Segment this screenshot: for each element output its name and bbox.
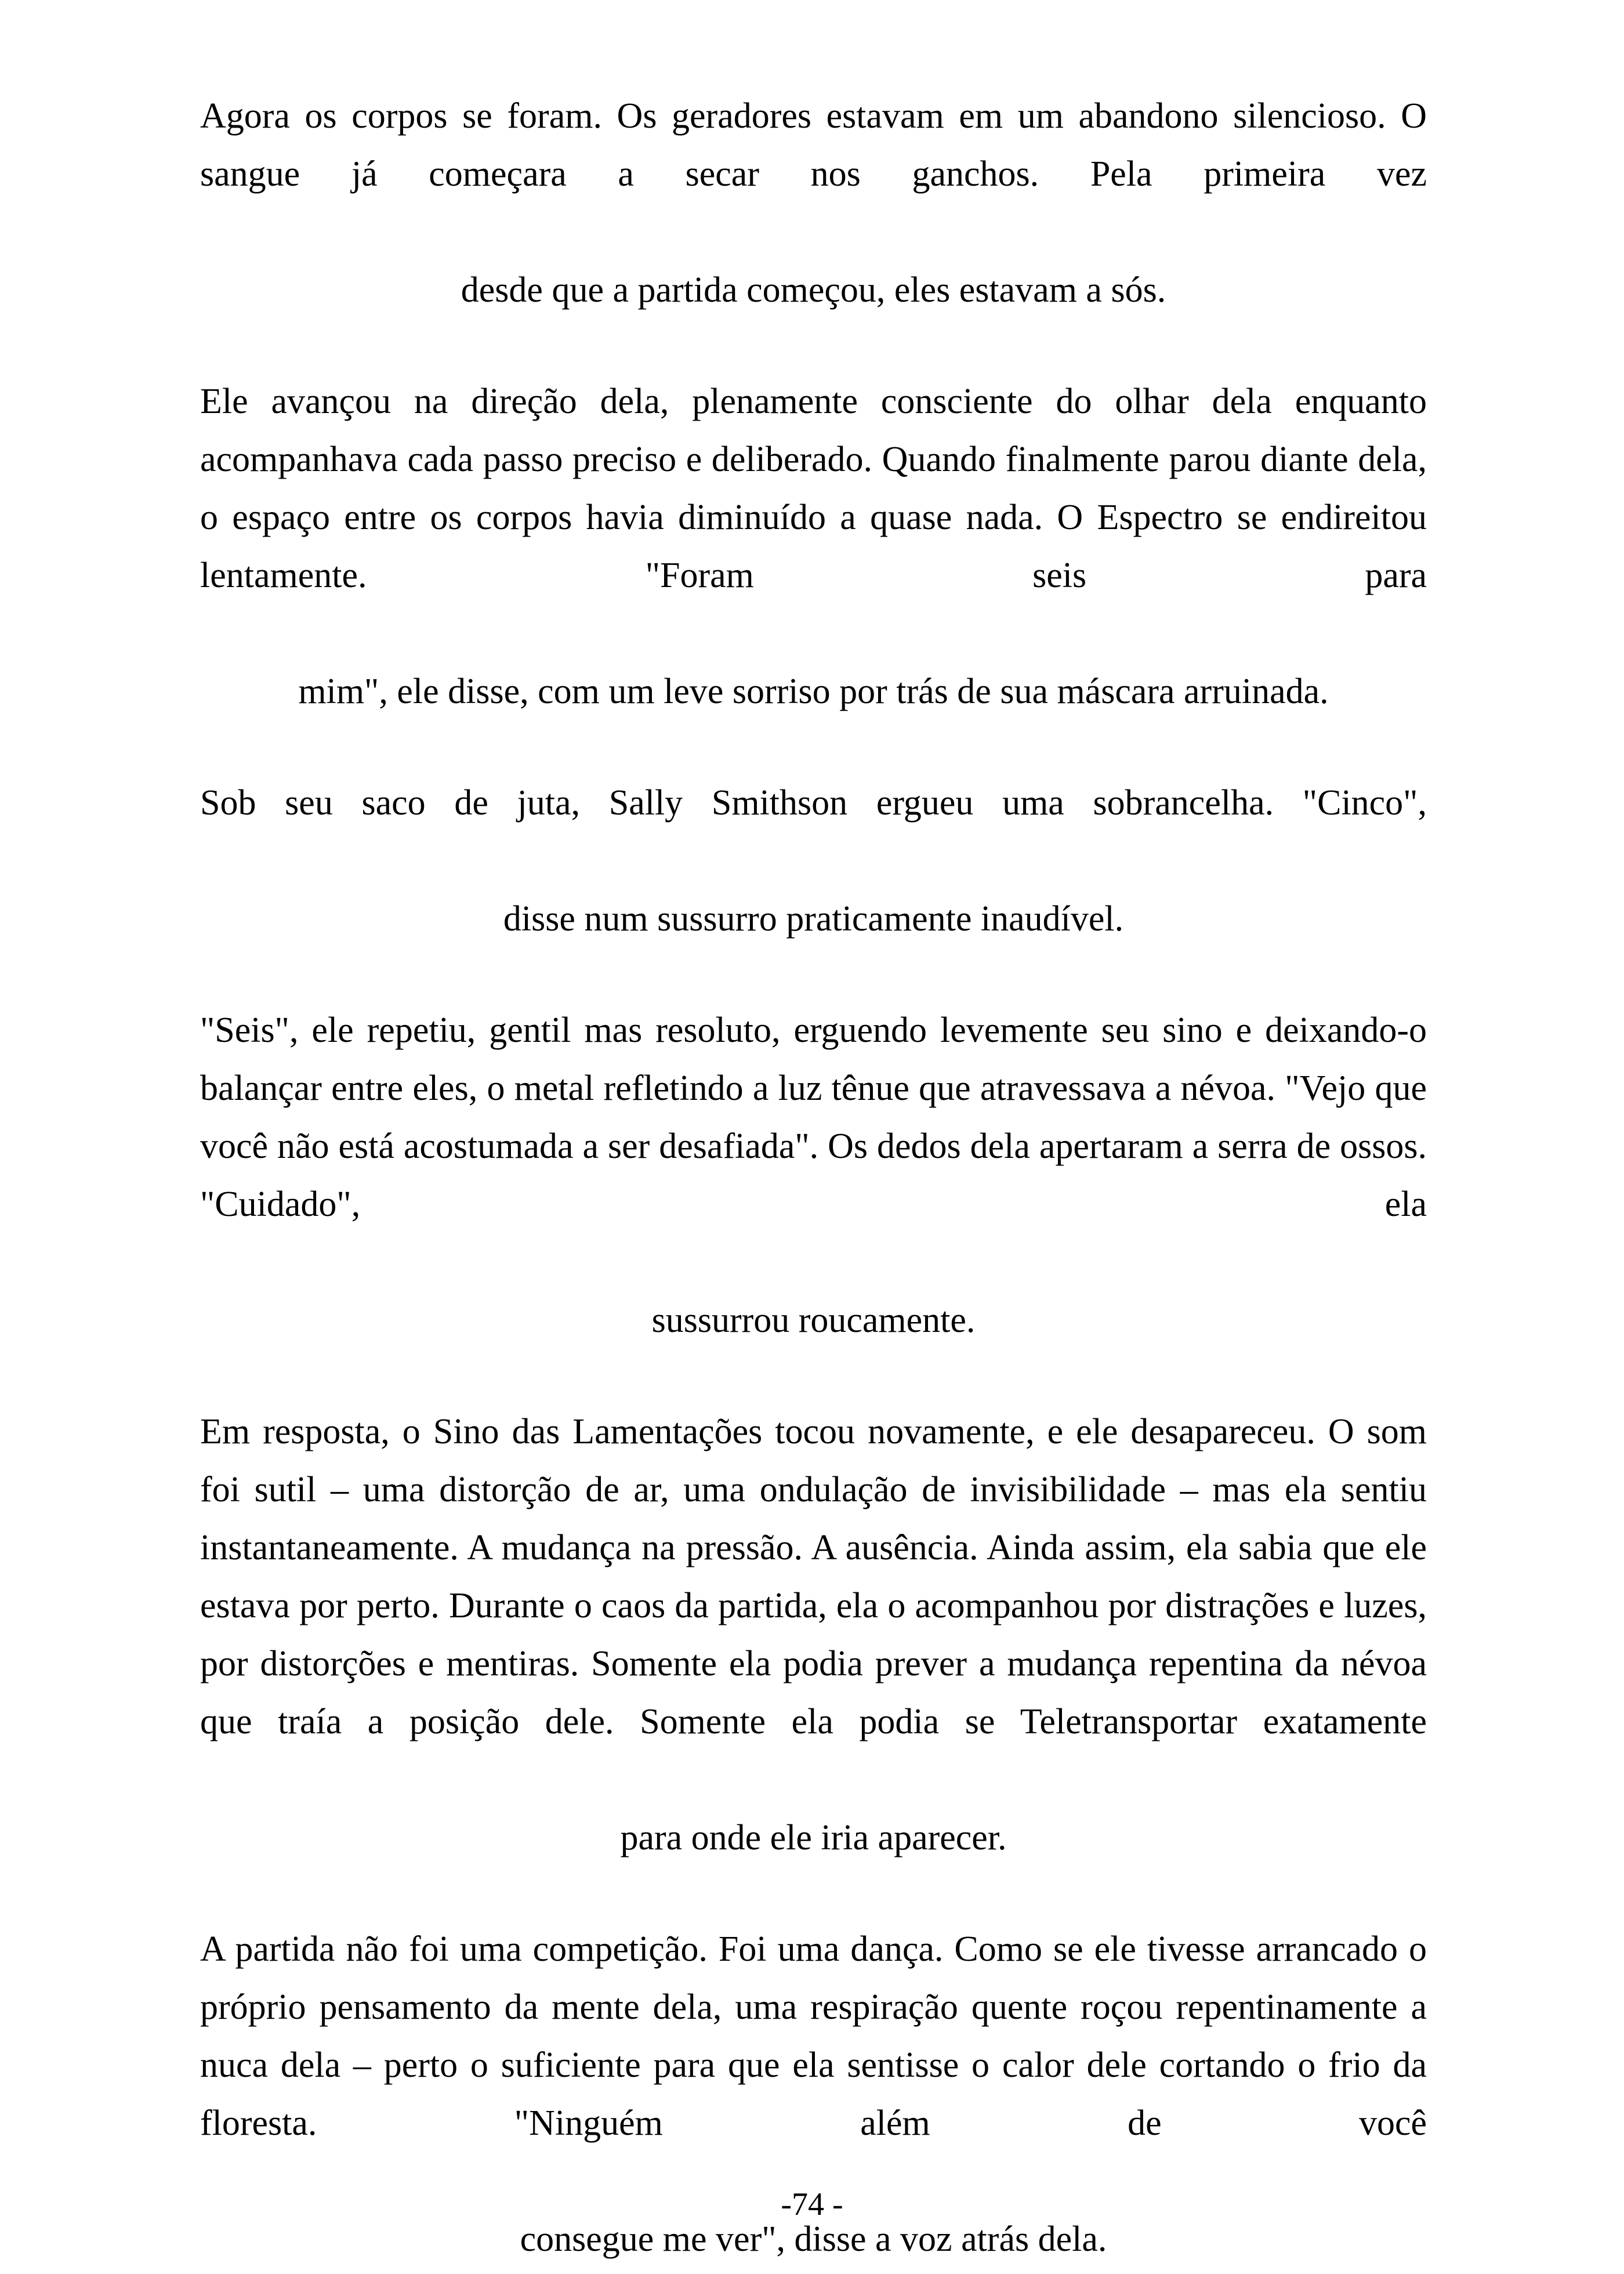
paragraph-3-justified-text: Sob seu saco de juta, Sally Smithson ergueu uma sobrancelha. "Cinco", (200, 783, 1427, 823)
paragraph-2-last-line: mim", ele disse, com um leve sorriso por trás de sua máscara arruinada. (298, 672, 1329, 711)
paragraph-1-last-line: desde que a partida começou, eles estavam a sós. (461, 270, 1166, 310)
paragraph-4-last-line: sussurrou roucamente. (651, 1301, 976, 1340)
paragraph-5-justified-text: Em resposta, o Sino das Lamentações tocou novamente, e ele desapareceu. O som foi sutil – uma distorção de ar, uma ondulação de invisibilidade – mas ela sentiu instantaneamente. A mudança na pressão. A ausência. Ainda assim, ela sabia que ele estava por perto. Durante o caos da partida, ela o acompanhou por distrações e luzes, por distorções e mentiras. Somente ela podia prever a mudança repentina da névoa que traía a posição dele. Somente ela podia se Teletransportar exatamente (200, 1412, 1427, 1741)
paragraph-1 (200, 87, 1427, 319)
paragraph-2 (200, 372, 1427, 720)
paragraph-6-last-line: consegue me ver", disse a voz atrás dela. (520, 2219, 1107, 2259)
paragraph-6-justified-text: A partida não foi uma competição. Foi uma dança. Como se ele tivesse arrancado o próprio pensamento da mente dela, uma respiração quente roçou repentinamente a nuca dela – perto o suficiente para que ela sentisse o calor dele cortando o frio da floresta. "Ninguém além de você (200, 1929, 1427, 2143)
paragraph-1-justified-text: Agora os corpos se foram. Os geradores estavam em um abandono silencioso. O sangue já começara a secar nos ganchos. Pela primeira vez (200, 96, 1427, 194)
body-text-column (200, 87, 1427, 2268)
paragraph-2-justified-text: Ele avançou na direção dela, plenamente consciente do olhar dela enquanto acompanhava cada passo preciso e deliberado. Quando finalmente parou diante dela, o espaço entre os corpos havia diminuído a quase nada. O Espectro se endireitou lentamente. "Foram seis para (200, 382, 1427, 595)
paragraph-4-justified-text: "Seis", ele repetiu, gentil mas resoluto, erguendo levemente seu sino e deixando-o balançar entre eles, o metal refletindo a luz tênue que atravessava a névoa. "Vejo que você não está acostumada a ser desafiada". Os dedos dela apertaram a serra de ossos. "Cuidado", ela (200, 1011, 1427, 1224)
paragraph-5 (200, 1403, 1427, 1867)
paragraph-4 (200, 1001, 1427, 1349)
paragraph-5-last-line: para onde ele iria aparecer. (620, 1818, 1007, 1857)
page-number-footer: -74 - (781, 2186, 843, 2222)
paragraph-3-last-line: disse num sussurro praticamente inaudível. (503, 899, 1124, 939)
paragraph-3 (200, 774, 1427, 948)
